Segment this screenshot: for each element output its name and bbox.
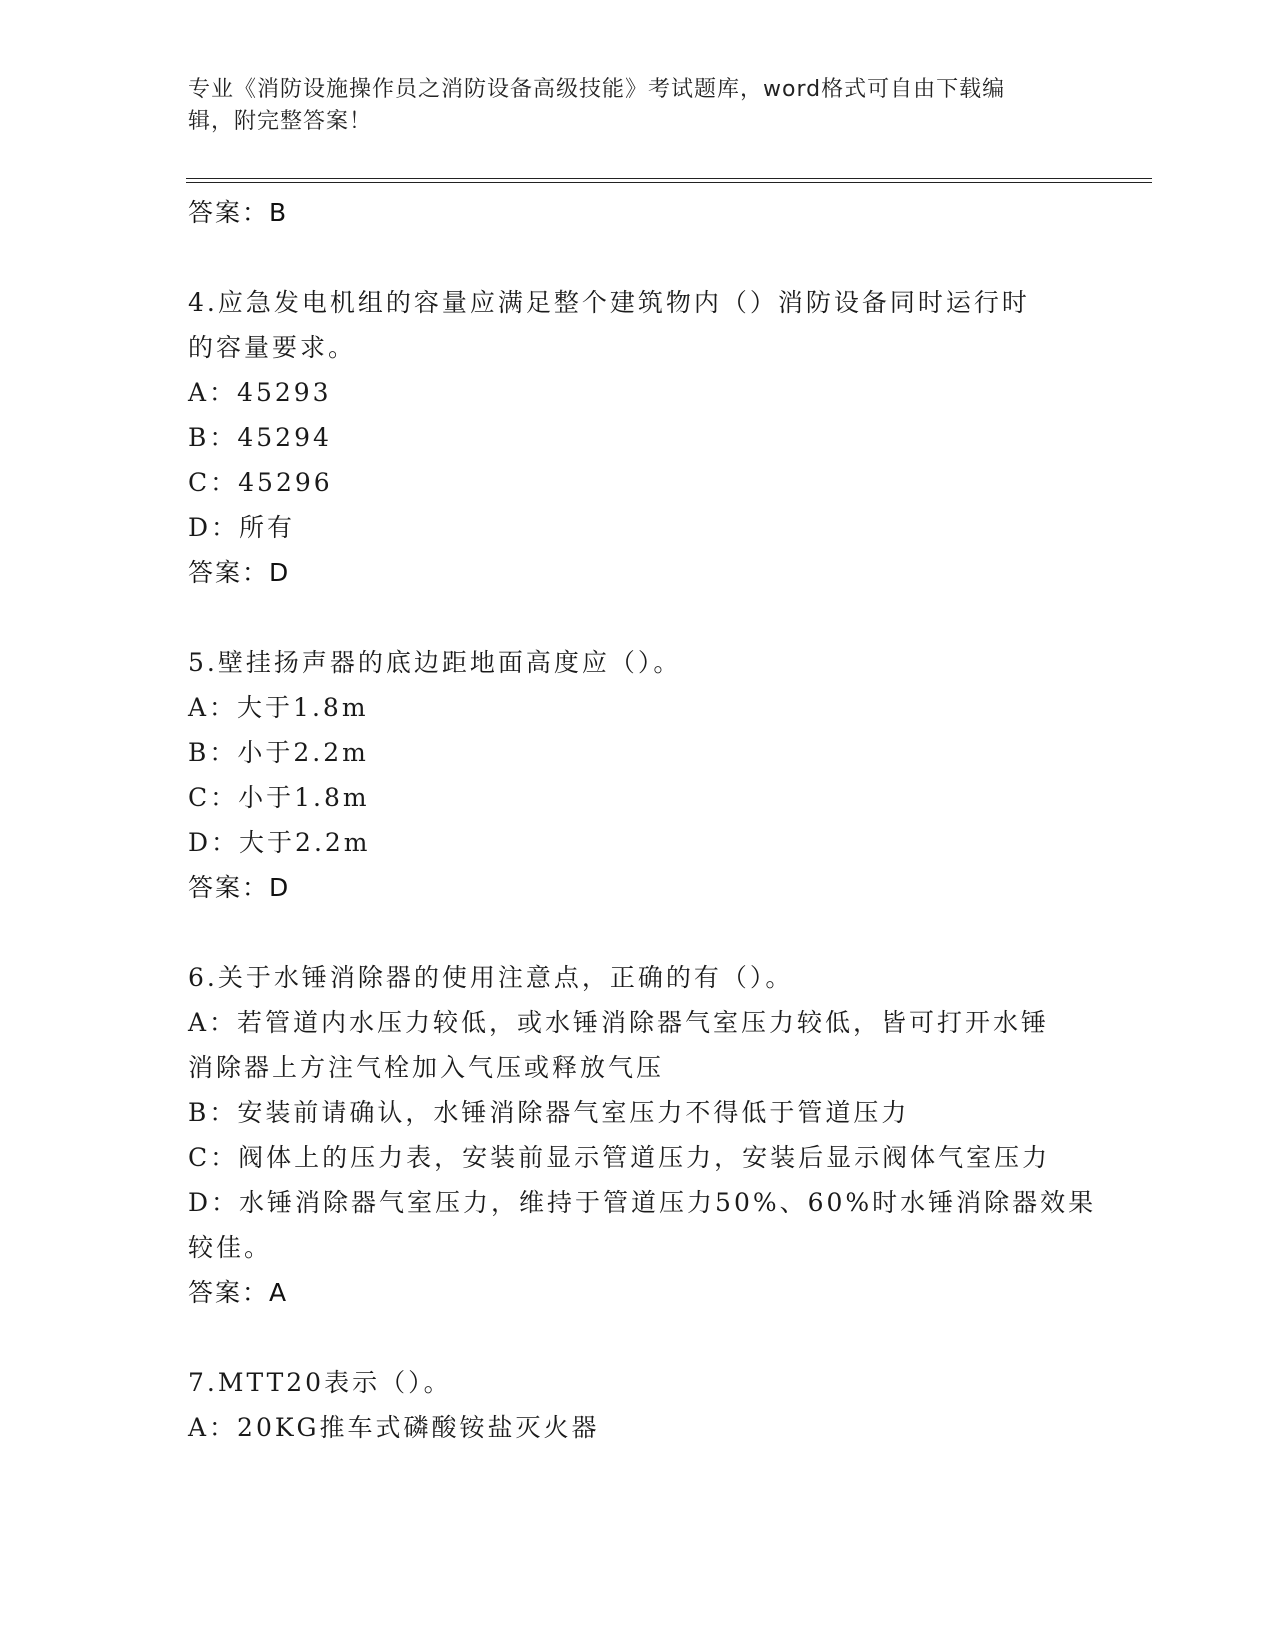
option-d-continued: 较佳。 (188, 1233, 273, 1262)
option-a: A：大于1.8m (188, 693, 369, 722)
page-header (188, 74, 1068, 138)
answer-line: 答案：A (188, 1278, 289, 1307)
question-block-4 (188, 280, 1088, 595)
option-c: C：阀体上的压力表，安装前显示管道压力，安装后显示阀体气室压力 (188, 1143, 1051, 1172)
option-d: D：大于2.2m (188, 828, 371, 857)
answer-line: 答案：D (188, 873, 291, 902)
option-b: B：安装前请确认，水锤消除器气室压力不得低于管道压力 (188, 1098, 910, 1127)
question-block-5 (188, 640, 1088, 910)
option-c: C：45296 (188, 468, 333, 497)
option-d: D：所有 (188, 513, 296, 542)
question-stem: 的容量要求。 (188, 333, 357, 362)
question-list (188, 190, 1097, 1450)
question-block-6 (188, 955, 1097, 1315)
question-stem: 5.壁挂扬声器的底边距地面高度应（）。 (188, 648, 682, 677)
answer-line: 答案：D (188, 558, 291, 587)
header-line-1: 专业《消防设施操作员之消防设备高级技能》考试题库，word格式可自由下载编 (188, 77, 1006, 102)
option-a: A：20KG推车式磷酸铵盐灭火器 (188, 1413, 600, 1442)
spacer (188, 910, 1088, 955)
option-a: A：若管道内水压力较低，或水锤消除器气室压力较低，皆可打开水锤 (188, 1008, 1050, 1037)
spacer (188, 235, 1088, 280)
answer-line: 答案：B (188, 198, 289, 227)
option-d: D：水锤消除器气室压力，维持于管道压力50%、60%时水锤消除器效果 (188, 1188, 1097, 1217)
option-c: C：小于1.8m (188, 783, 370, 812)
option-b: B：45294 (188, 423, 332, 452)
spacer (188, 595, 1088, 640)
option-a: A：45293 (188, 378, 332, 407)
header-line-2: 辑，附完整答案！ (188, 109, 373, 134)
question-stem: 7.MTT20表示（）。 (188, 1368, 452, 1397)
question-block-7 (188, 1360, 1088, 1450)
question-stem: 6.关于水锤消除器的使用注意点，正确的有（）。 (188, 963, 794, 992)
header-divider-top (186, 178, 1152, 179)
option-b: B：小于2.2m (188, 738, 369, 767)
question-stem: 4.应急发电机组的容量应满足整个建筑物内（）消防设备同时运行时 (188, 288, 1030, 317)
option-a-continued: 消除器上方注气栓加入气压或释放气压 (188, 1053, 665, 1082)
header-divider-bottom (186, 182, 1152, 183)
spacer (188, 1315, 1088, 1360)
